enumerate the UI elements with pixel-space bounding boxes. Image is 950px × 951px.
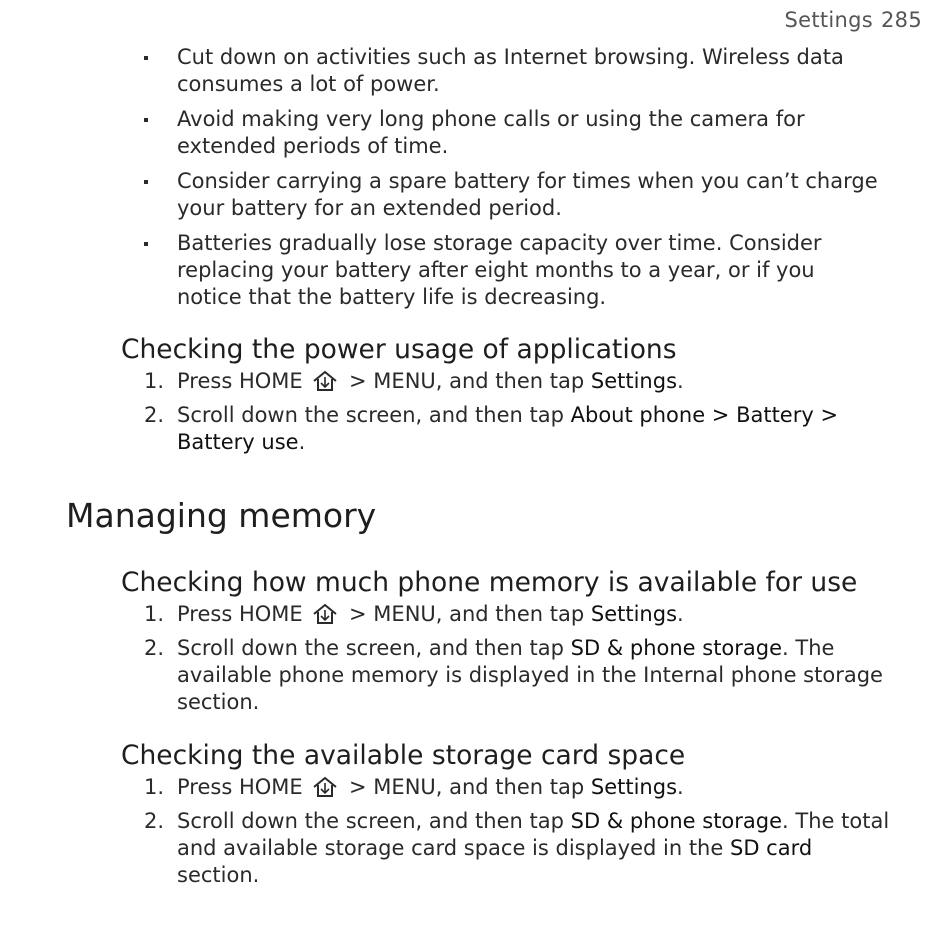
- phone-memory-heading: Checking how much phone memory is available for use: [121, 567, 858, 598]
- step-end: .: [677, 775, 684, 799]
- ui-term: SD & phone storage: [570, 636, 783, 660]
- step-text: . The total and available storage card space is displayed in the: [177, 809, 890, 860]
- ui-term: Settings: [590, 775, 678, 799]
- bullet-icon: [144, 180, 148, 184]
- ui-term: SD card: [729, 836, 813, 860]
- step-text: > MENU, and then tap: [349, 775, 585, 799]
- list-item: [142, 44, 882, 98]
- home-icon: [311, 370, 339, 392]
- step-text: section.: [177, 863, 260, 887]
- phone-memory-steps: [140, 601, 900, 723]
- home-icon: [311, 603, 339, 625]
- step-number: 2.: [144, 809, 165, 833]
- step-item: [140, 774, 900, 801]
- tip-text: Avoid making very long phone calls or using the camera for extended periods of time.: [177, 107, 805, 158]
- step-text: Press HOME: [177, 602, 303, 626]
- running-header: [784, 8, 922, 32]
- managing-memory-heading: Managing memory: [66, 496, 377, 535]
- step-number: 2.: [144, 403, 165, 427]
- step-item: [140, 601, 900, 628]
- step-end: .: [677, 369, 684, 393]
- header-section: Settings: [784, 8, 874, 32]
- battery-tips-list: [142, 44, 882, 319]
- step-text: . The available phone memory is displayed in the Internal phone storage section.: [177, 636, 883, 714]
- step-text: > MENU, and then tap: [349, 369, 585, 393]
- step-item: [140, 368, 900, 395]
- tip-text: Cut down on activities such as Internet browsing. Wireless data consumes a lot of power.: [177, 45, 844, 96]
- step-text: Scroll down the screen, and then tap: [177, 636, 564, 660]
- card-space-heading: Checking the available storage card space: [121, 740, 686, 771]
- step-text: > MENU, and then tap: [349, 602, 585, 626]
- step-number: 1.: [144, 602, 165, 626]
- list-item: [142, 106, 882, 160]
- step-item: [140, 402, 900, 456]
- step-number: 2.: [144, 636, 165, 660]
- tip-text: Batteries gradually lose storage capacity over time. Consider replacing your battery after eight months to a year, or if you notice that the battery life is decreasing.: [177, 231, 822, 309]
- step-text: Scroll down the screen, and then tap: [177, 809, 564, 833]
- ui-term: Settings: [590, 602, 678, 626]
- ui-term: SD & phone storage: [570, 809, 783, 833]
- ui-term: About phone > Battery > Battery use: [177, 403, 839, 454]
- step-item: [140, 635, 900, 716]
- list-item: [142, 230, 882, 311]
- step-text: Scroll down the screen, and then tap: [177, 403, 564, 427]
- step-end: .: [677, 602, 684, 626]
- bullet-icon: [144, 56, 148, 60]
- ui-term: Settings: [590, 369, 678, 393]
- step-number: 1.: [144, 369, 165, 393]
- power-usage-steps: [140, 368, 900, 463]
- step-item: [140, 808, 900, 889]
- step-number: 1.: [144, 775, 165, 799]
- card-space-steps: [140, 774, 900, 896]
- step-end: .: [298, 430, 306, 454]
- power-usage-heading: Checking the power usage of applications: [121, 334, 677, 365]
- list-item: [142, 168, 882, 222]
- bullet-icon: [144, 242, 148, 246]
- step-text: Press HOME: [177, 775, 303, 799]
- bullet-icon: [144, 118, 148, 122]
- home-icon: [311, 776, 339, 798]
- step-text: Press HOME: [177, 369, 303, 393]
- tip-text: Consider carrying a spare battery for times when you can’t charge your battery for an extended period.: [177, 169, 878, 220]
- page-number: 285: [881, 8, 922, 32]
